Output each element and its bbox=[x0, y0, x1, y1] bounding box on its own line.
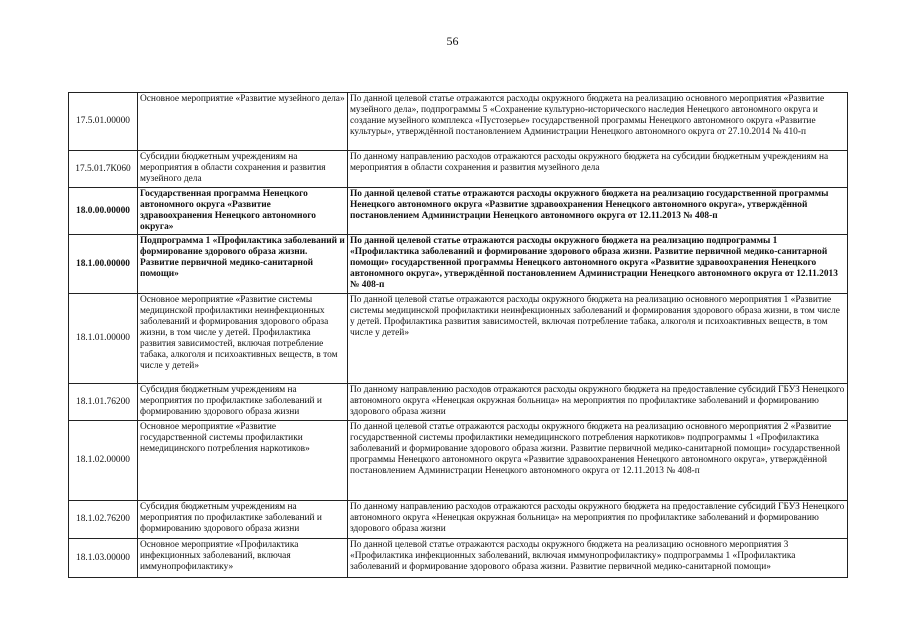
table-row bbox=[69, 501, 848, 539]
page-number: 56 bbox=[446, 34, 459, 48]
budget-classification-table bbox=[68, 92, 848, 578]
row-name: Подпрограмма 1 «Профилактика заболеваний и формирование здорового образа жизни. Развитие первичной медико-санитарной помощи» bbox=[138, 235, 348, 294]
row-description: По данной целевой статье отражаются расходы окружного бюджета на реализацию основного мероприятия «Развитие музейного дела», подпрограммы 5 «Сохранение культурно-исторического наследия Ненецкого автономного округа и создание музейного комплекса «Пустозерье» государственной программы Ненецкого автономного округа «Развитие культуры», утверждённой постановлением Администрации Ненецкого автономного округа от 27.10.2014 № 410-п bbox=[348, 93, 848, 151]
row-name: Субсидии бюджетным учреждениям на мероприятия в области сохранения и развития музейного дела bbox=[138, 151, 348, 188]
row-description: По данному направлению расходов отражаются расходы окружного бюджета на субсидии бюджетным учреждениям на мероприятия в области сохранения и развития музейного дела bbox=[348, 151, 848, 188]
row-name: Субсидия бюджетным учреждениям на мероприятия по профилактике заболеваний и формированию здорового образа жизни bbox=[138, 501, 348, 539]
row-code: 18.1.03.00000 bbox=[69, 539, 138, 578]
table-row bbox=[69, 384, 848, 421]
table-row bbox=[69, 93, 848, 151]
row-description: По данной целевой статье отражаются расходы окружного бюджета на реализацию подпрограммы 1 «Профилактика заболеваний и формирование здорового образа жизни. Развитие первичной медико-санитарной помощи» государственной программы Ненецкого автономного округа «Развитие здравоохранения Ненецкого автономного округа», утверждённой постановлением Администрации Ненецкого автономного округа от 12.11.2013 № 408-п bbox=[348, 235, 848, 294]
row-code: 18.1.00.00000 bbox=[69, 235, 138, 294]
table-row bbox=[69, 235, 848, 294]
table-row bbox=[69, 151, 848, 188]
row-description: По данной целевой статье отражаются расходы окружного бюджета на реализацию основного мероприятия 2 «Развитие государственной системы профилактики немедицинского потребления наркотиков» подпрограммы 1 «Профилактика заболеваний и формирование здорового образа жизни. Развитие первичной медико-санитарной помощи» государственной программы Ненецкого автономного округа «Развитие здравоохранения Ненецкого автономного округа», утверждённой постановлением Администрации Ненецкого автономного округа от 12.11.2013 № 408-п bbox=[348, 421, 848, 501]
table-row bbox=[69, 539, 848, 578]
row-description: По данной целевой статье отражаются расходы окружного бюджета на реализацию основного мероприятия 3 «Профилактика инфекционных заболеваний, включая иммунопрофилактику» подпрограммы 1 «Профилактика заболеваний и формирование здорового образа жизни. Развитие первичной медико-санитарной помощи» bbox=[348, 539, 848, 578]
row-name: Основное мероприятие «Развитие музейного дела» bbox=[138, 93, 348, 151]
table-row bbox=[69, 421, 848, 501]
row-description: По данному направлению расходов отражаются расходы окружного бюджета на предоставление субсидий ГБУЗ Ненецкого автономного округа «Ненецкая окружная больница» на мероприятия по профилактике заболеваний и формированию здорового образа жизни bbox=[348, 384, 848, 421]
row-description: По данному направлению расходов отражаются расходы окружного бюджета на предоставление субсидий ГБУЗ Ненецкого автономного округа «Ненецкая окружная больница» на мероприятия по профилактике заболеваний и формированию здорового образа жизни bbox=[348, 501, 848, 539]
row-code: 18.1.02.76200 bbox=[69, 501, 138, 539]
row-code: 18.0.00.00000 bbox=[69, 188, 138, 235]
row-name: Основное мероприятие «Развитие системы медицинской профилактики неинфекционных заболеваний и формирования здорового образа жизни, в том числе у детей. Профилактика развития зависимостей, включая потребление табака, алкоголя и психоактивных веществ, в том числе у детей» bbox=[138, 294, 348, 384]
row-name: Основное мероприятие «Профилактика инфекционных заболеваний, включая иммунопрофилактику» bbox=[138, 539, 348, 578]
row-name: Субсидия бюджетным учреждениям на мероприятия по профилактике заболеваний и формированию здорового образа жизни bbox=[138, 384, 348, 421]
table-row bbox=[69, 188, 848, 235]
row-code: 18.1.01.76200 bbox=[69, 384, 138, 421]
table-row bbox=[69, 294, 848, 384]
row-name: Государственная программа Ненецкого автономного округа «Развитие здравоохранения Ненецкого автономного округа» bbox=[138, 188, 348, 235]
row-description: По данной целевой статье отражаются расходы окружного бюджета на реализацию основного мероприятия 1 «Развитие системы медицинской профилактики неинфекционных заболеваний и формирования здорового образа жизни, в том числе у детей. Профилактика развития зависимостей, включая потребление табака, алкоголя и психоактивных веществ, в том числе у детей» bbox=[348, 294, 848, 384]
row-code: 17.5.01.00000 bbox=[69, 93, 138, 151]
row-description: По данной целевой статье отражаются расходы окружного бюджета на реализацию государственной программы Ненецкого автономного округа «Развитие здравоохранения Ненецкого автономного округа», утверждённой постановлением Администрации Ненецкого автономного округа от 12.11.2013 № 408-п bbox=[348, 188, 848, 235]
row-code: 18.1.02.00000 bbox=[69, 421, 138, 501]
row-name: Основное мероприятие «Развитие государственной системы профилактики немедицинского потребления наркотиков» bbox=[138, 421, 348, 501]
row-code: 18.1.01.00000 bbox=[69, 294, 138, 384]
row-code: 17.5.01.7К060 bbox=[69, 151, 138, 188]
